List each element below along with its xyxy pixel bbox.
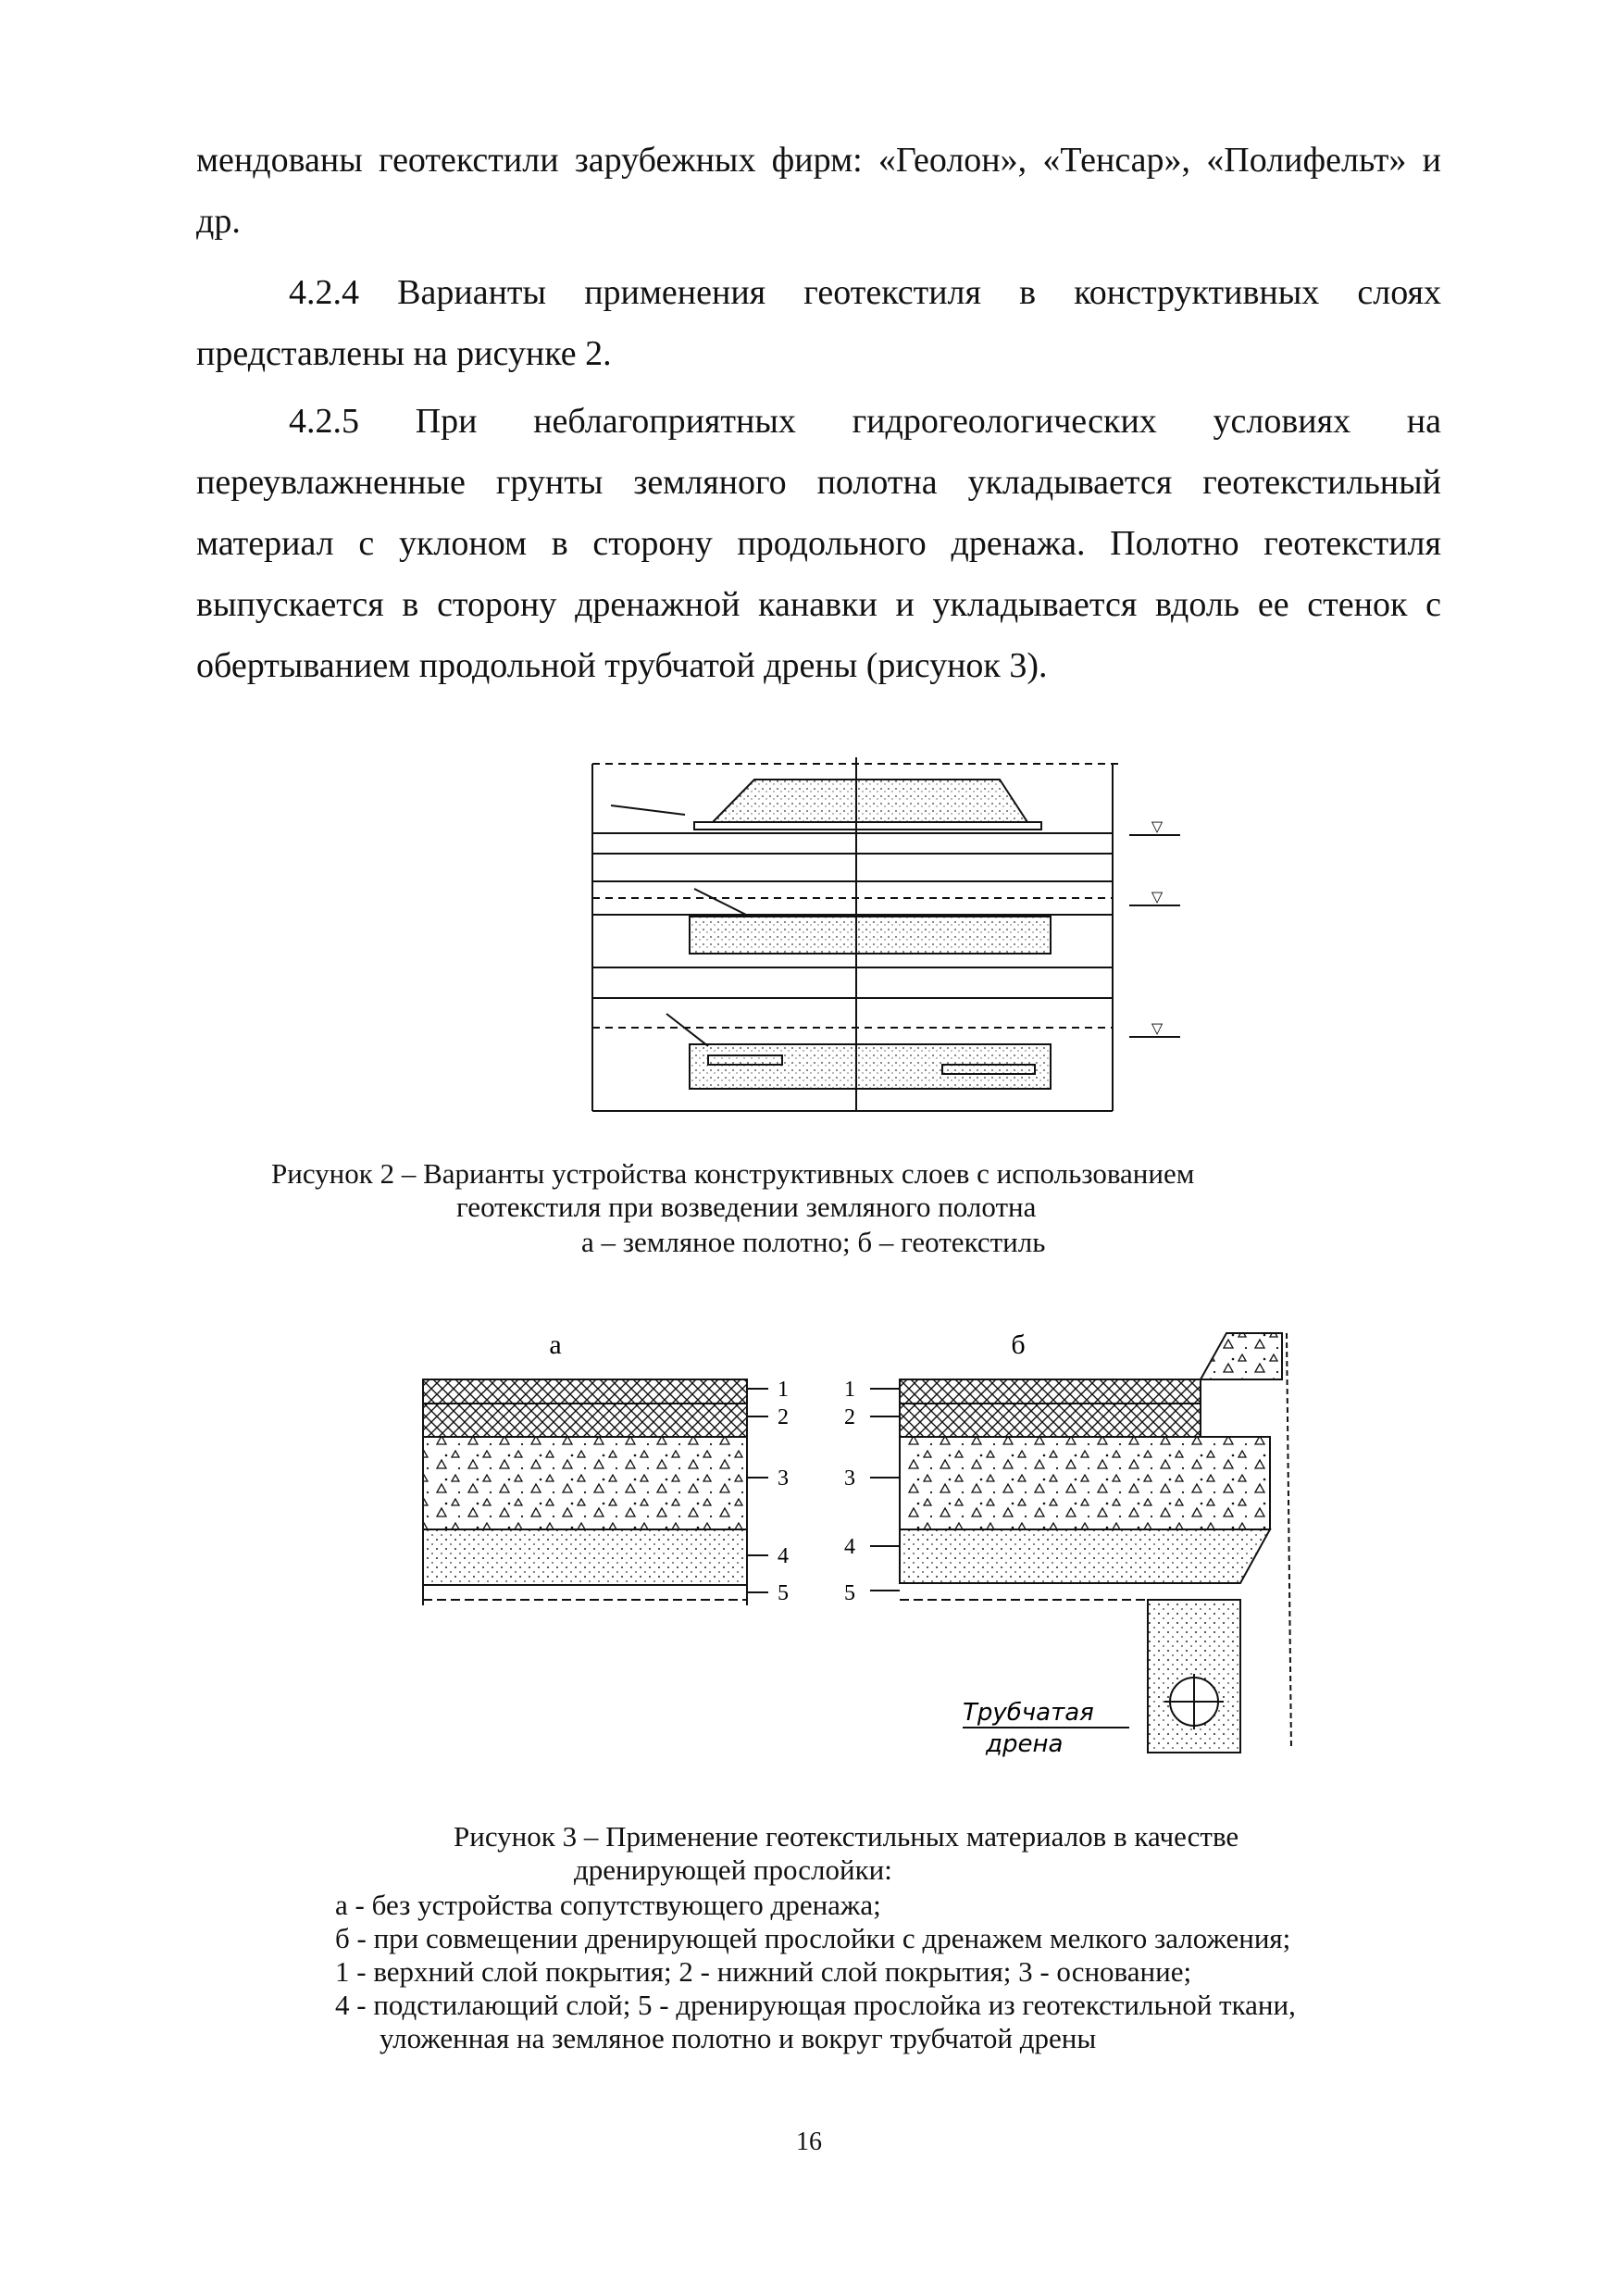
layer-label-b-1: 1 — [844, 1378, 855, 1402]
layer-label-b-4: 4 — [844, 1535, 855, 1559]
drain-label-line-1: Трубчатая — [963, 1699, 1094, 1727]
paragraph-4-2-5: 4.2.5 При неблагоприятных гидрогеологических условиях на переувлажненные грунты земляного полотна укладывается геотекстильный материал с уклоном в сторону продольного дренажа. Полотно геотекстиля выпускается в сторону дренажной канавки и укладывается вдоль ее стенок с обертыванием продольной трубчатой дрены (рисунок 3). — [196, 402, 1441, 685]
water-level-icon-1: ▽ — [1151, 819, 1164, 835]
water-level-icon-2: ▽ — [1151, 890, 1164, 905]
paragraph-4-2-4: 4.2.4 Варианты применения геотекстиля в конструктивных слоях представлены на рисунке 2. — [196, 273, 1441, 373]
water-level-icon-3: ▽ — [1151, 1021, 1164, 1037]
layer-label-a-2: 2 — [778, 1405, 789, 1429]
layer-label-b-3: 3 — [844, 1466, 855, 1491]
figure-3-caption-line-1: Рисунок 3 – Применение геотекстильных материалов в качестве — [454, 1820, 1239, 1853]
layer-label-a-1: 1 — [778, 1378, 789, 1402]
figure-3-legend-continuation: уложенная на земляное полотно и вокруг трубчатой дрены — [380, 2022, 1097, 2054]
figure-2-diagram — [583, 750, 1213, 1120]
layer-label-b-5: 5 — [844, 1581, 855, 1605]
figure-3-legend-layers-4-5: 4 - подстилающий слой; 5 - дренирующая прослойка из геотекстильной ткани, — [335, 1989, 1296, 2021]
figure-3-diagram — [370, 1305, 1370, 1787]
page-number: 16 — [796, 2128, 822, 2156]
figure-3-caption-line-2: дренирующей прослойки: — [574, 1853, 892, 1886]
figure-2-caption-line-3: а – земляное полотно; б – геотекстиль — [581, 1226, 1046, 1258]
figure-2-caption-line-2: геотекстиля при возведении земляного полотна — [456, 1191, 1037, 1223]
figure-3-legend-a: а - без устройства сопутствующего дренажа; — [335, 1889, 881, 1921]
panel-a-label: а — [549, 1329, 562, 1360]
panel-b-label: б — [1011, 1329, 1026, 1360]
layer-label-a-3: 3 — [778, 1466, 789, 1491]
paragraph-continuation: мендованы геотекстили зарубежных фирм: «Геолон», «Тенсар», «Полифельт» и др. — [196, 141, 1441, 241]
layer-label-b-2: 2 — [844, 1405, 855, 1429]
figure-3-legend-layers-1-3: 1 - верхний слой покрытия; 2 - нижний слой покрытия; 3 - основание; — [335, 1955, 1192, 1988]
figure-2-caption-line-1: Рисунок 2 – Варианты устройства конструктивных слоев с использованием — [271, 1157, 1195, 1190]
layer-label-a-5: 5 — [778, 1581, 789, 1605]
layer-label-a-4: 4 — [778, 1544, 789, 1568]
drain-label-line-2: дрена — [986, 1730, 1064, 1758]
figure-3-legend-b: б - при совмещении дренирующей прослойки с дренажем мелкого заложения; — [335, 1922, 1291, 1954]
